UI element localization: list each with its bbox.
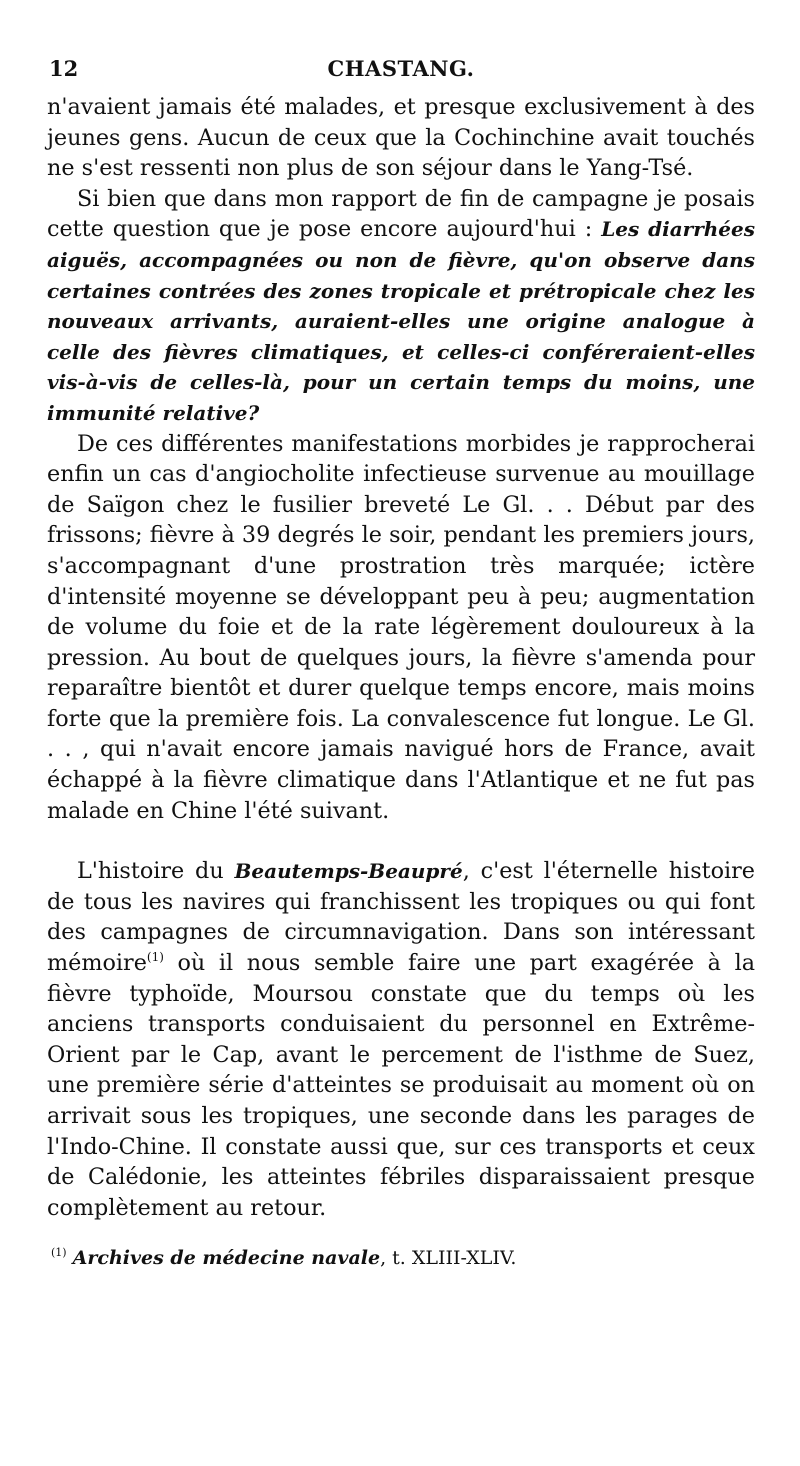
paragraph-4-end: où il nous semble faire une part exagérée à la fièvre typhoïde, Moursou constate que du temps où les anciens transports conduisaient du personnel en Extrême-Orient par le Cap, avant le percement de l'isthme de Suez, une première série d'atteintes se produisait au moment où on arrivait sous les tropiques, une seconde dans les parages de l'Indo-Chine. Il constate aussi que, sur ces transports et ceux de Calédonie, les atteintes fébriles disparaissaient presque complètement au retour. xyxy=(47,950,755,1221)
book-page xyxy=(47,56,755,1271)
footnote xyxy=(47,1245,755,1271)
paragraph-4-middle: , c'est l'éternelle histoire de tous les navires qui franchissent les tropiques ou qui font des campagnes de circumnavigation. Dans son intéressant mémoire xyxy=(47,858,756,977)
body-text xyxy=(47,92,755,1223)
paragraph-2-lead: Si bien que dans mon rapport de fin de campagne je posais cette question que je pose encore aujourd'hui : xyxy=(47,185,755,243)
paragraph-4-start: L'histoire du xyxy=(77,858,235,885)
footnote-marker: (1) xyxy=(51,1246,67,1260)
footnote-reference-text: , t. XLIII-XLIV. xyxy=(380,1247,517,1270)
page-header xyxy=(47,56,755,92)
footnote-reference: (1) xyxy=(146,950,164,965)
paragraph-2 xyxy=(47,184,755,429)
paragraph-1: n'avaient jamais été malades, et presque exclusivement à des jeunes gens. Aucun de ceux que la Cochinchine avait touchés ne s'est ressenti non plus de son séjour dans le Yang-Tsé. xyxy=(47,94,755,182)
paragraph-2-question: Les diarrhées aiguës, accompagnées ou non de fièvre, qu'on observe dans certaines contrées des zones tropicale et prétropicale chez les nouveaux arrivants, auraient-elles une origine analogue à celle des fièvres climatiques, et celles-ci conféreraient-elles vis-à-vis de celles-là, pour un certain temps du moins, une immunité relative? xyxy=(47,217,756,425)
page-number: 12 xyxy=(49,56,79,81)
paragraph-3: De ces différentes manifestations morbides je rapprocherai enfin un cas d'angiocholite infectieuse survenue au mouillage de Saïgon chez le fusilier breveté Le Gl. . . Début par des frissons; fièvre à 39 degrés le soir, pendant les premiers jours, s'accompagnant d'une prostration très marquée; ictère d'intensité moyenne se développant peu à peu; augmentation de volume du foie et de la rate légèrement douloureux à la pression. Au bout de quelques jours, la fièvre s'amenda pour reparaître bientôt et durer quelque temps encore, mais moins forte que la première fois. La convalescence fut longue. Le Gl. . . , qui n'avait encore jamais navigué hors de France, avait échappé à la fièvre climatique dans l'Atlantique et ne fut pas malade en Chine l'été suivant. xyxy=(47,430,755,824)
footnote-source: Archives de médecine navale xyxy=(72,1247,381,1270)
running-head: CHASTANG. xyxy=(327,56,475,81)
ship-name: Beautemps-Beaupré xyxy=(234,859,463,884)
paragraph-4 xyxy=(47,856,755,1223)
